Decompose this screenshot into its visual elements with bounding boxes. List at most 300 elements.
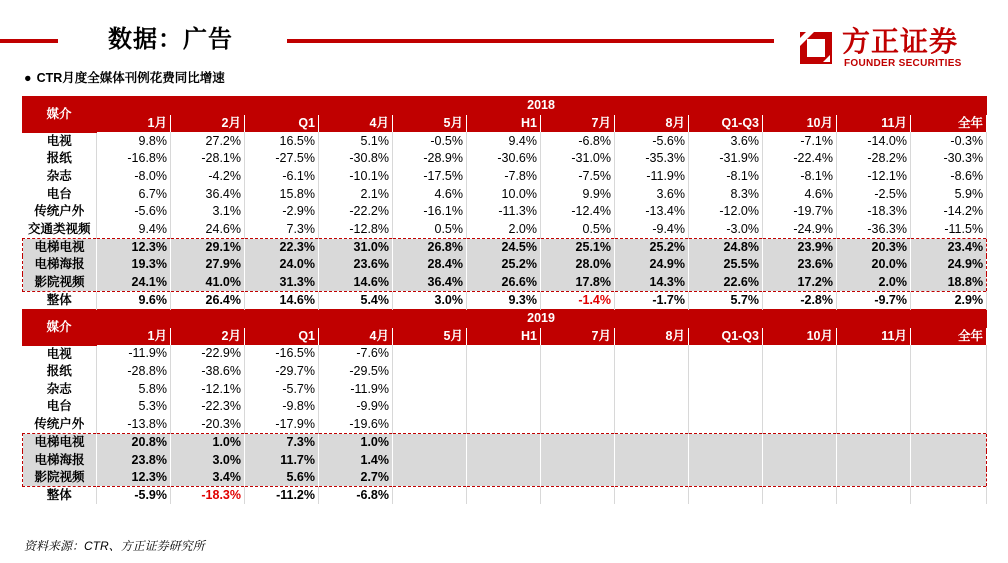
source-note: 资料来源：CTR、方正证券研究所 xyxy=(24,539,205,553)
value-cell: 26.6% xyxy=(467,274,541,292)
value-cell: -11.9% xyxy=(615,168,689,186)
value-cell: 22.6% xyxy=(689,274,763,292)
value-cell xyxy=(615,363,689,381)
value-cell xyxy=(467,398,541,416)
value-cell xyxy=(615,345,689,363)
value-cell: -17.5% xyxy=(393,168,467,186)
value-cell xyxy=(393,398,467,416)
media-name: 整体 xyxy=(23,487,97,505)
value-cell xyxy=(689,345,763,363)
table-row xyxy=(23,168,987,186)
value-cell: -6.1% xyxy=(245,168,319,186)
value-cell: -16.5% xyxy=(245,345,319,363)
value-cell: 16.5% xyxy=(245,132,319,150)
value-cell xyxy=(541,451,615,469)
value-cell: -17.9% xyxy=(245,416,319,434)
value-cell xyxy=(763,363,837,381)
value-cell: -12.8% xyxy=(319,221,393,239)
value-cell: 3.1% xyxy=(171,203,245,221)
value-cell: -7.8% xyxy=(467,168,541,186)
media-column-header: 媒介 xyxy=(23,97,97,133)
period-header-row xyxy=(23,327,987,345)
value-cell xyxy=(837,363,911,381)
period-header: Q1 xyxy=(245,327,319,345)
value-cell: -7.5% xyxy=(541,168,615,186)
value-cell: -22.9% xyxy=(171,345,245,363)
value-cell xyxy=(689,416,763,434)
value-cell: -2.8% xyxy=(763,291,837,309)
value-cell: -19.6% xyxy=(319,416,393,434)
period-header: Q1-Q3 xyxy=(689,115,763,133)
period-header: 4月 xyxy=(319,327,393,345)
value-cell: 24.9% xyxy=(911,256,987,274)
founder-logo-icon xyxy=(796,28,836,68)
value-cell: 3.6% xyxy=(689,132,763,150)
period-header: 11月 xyxy=(837,327,911,345)
period-header: 1月 xyxy=(97,115,171,133)
value-cell: 27.2% xyxy=(171,132,245,150)
table-row xyxy=(23,150,987,168)
value-cell xyxy=(837,434,911,452)
logo-name-en: FOUNDER SECURITIES xyxy=(844,58,962,69)
value-cell xyxy=(911,363,987,381)
value-cell: 5.7% xyxy=(689,291,763,309)
value-cell: -20.3% xyxy=(171,416,245,434)
value-cell: -8.6% xyxy=(911,168,987,186)
value-cell xyxy=(763,345,837,363)
value-cell: 9.9% xyxy=(541,185,615,203)
value-cell: -1.7% xyxy=(615,291,689,309)
value-cell: 12.3% xyxy=(97,238,171,256)
value-cell: -12.1% xyxy=(171,380,245,398)
value-cell: 24.1% xyxy=(97,274,171,292)
table-row xyxy=(23,132,987,150)
value-cell xyxy=(615,434,689,452)
value-cell: 31.0% xyxy=(319,238,393,256)
value-cell: 19.3% xyxy=(97,256,171,274)
table-row xyxy=(23,451,987,469)
year-header-row xyxy=(23,97,987,115)
value-cell: 36.4% xyxy=(171,185,245,203)
media-name: 传统户外 xyxy=(23,203,97,221)
value-cell xyxy=(689,434,763,452)
value-cell: 2.7% xyxy=(319,469,393,487)
value-cell: -6.8% xyxy=(319,487,393,505)
value-cell: 14.6% xyxy=(319,274,393,292)
value-cell xyxy=(911,416,987,434)
value-cell: 5.6% xyxy=(245,469,319,487)
value-cell: -5.7% xyxy=(245,380,319,398)
value-cell: 9.8% xyxy=(97,132,171,150)
value-cell xyxy=(763,416,837,434)
value-cell: 24.9% xyxy=(615,256,689,274)
value-cell: -9.9% xyxy=(319,398,393,416)
value-cell xyxy=(615,398,689,416)
media-name: 传统户外 xyxy=(23,416,97,434)
value-cell xyxy=(393,363,467,381)
value-cell: -19.7% xyxy=(763,203,837,221)
media-name: 电视 xyxy=(23,345,97,363)
media-name: 整体 xyxy=(23,291,97,309)
period-header: 7月 xyxy=(541,327,615,345)
value-cell xyxy=(615,416,689,434)
value-cell: -3.0% xyxy=(689,221,763,239)
table-row xyxy=(23,221,987,239)
period-header: 8月 xyxy=(615,115,689,133)
value-cell xyxy=(763,487,837,505)
period-header: H1 xyxy=(467,327,541,345)
value-cell: -1.4% xyxy=(541,291,615,309)
value-cell: 25.2% xyxy=(467,256,541,274)
value-cell: 27.9% xyxy=(171,256,245,274)
value-cell: 41.0% xyxy=(171,274,245,292)
value-cell: 7.3% xyxy=(245,434,319,452)
value-cell: -22.4% xyxy=(763,150,837,168)
value-cell xyxy=(837,469,911,487)
value-cell xyxy=(689,469,763,487)
value-cell xyxy=(763,451,837,469)
ctr-growth-table xyxy=(22,96,987,504)
period-header: 8月 xyxy=(615,327,689,345)
value-cell xyxy=(467,487,541,505)
value-cell: -16.8% xyxy=(97,150,171,168)
media-name: 杂志 xyxy=(23,380,97,398)
value-cell: -16.1% xyxy=(393,203,467,221)
value-cell: 5.1% xyxy=(319,132,393,150)
value-cell: 1.0% xyxy=(171,434,245,452)
value-cell: -13.8% xyxy=(97,416,171,434)
value-cell xyxy=(911,434,987,452)
year-label: 2018 xyxy=(97,97,987,115)
value-cell xyxy=(911,469,987,487)
value-cell xyxy=(615,380,689,398)
value-cell: -12.4% xyxy=(541,203,615,221)
value-cell xyxy=(837,380,911,398)
table-row xyxy=(23,380,987,398)
media-name: 报纸 xyxy=(23,363,97,381)
logo-name-cn: 方正证券 xyxy=(842,26,959,57)
value-cell: -31.0% xyxy=(541,150,615,168)
value-cell: -18.3% xyxy=(837,203,911,221)
value-cell: -24.9% xyxy=(763,221,837,239)
value-cell: 4.6% xyxy=(763,185,837,203)
value-cell xyxy=(763,469,837,487)
value-cell: 28.4% xyxy=(393,256,467,274)
table-row xyxy=(23,185,987,203)
value-cell xyxy=(393,380,467,398)
value-cell: 23.9% xyxy=(763,238,837,256)
media-name: 电视 xyxy=(23,132,97,150)
year-label: 2019 xyxy=(97,309,987,327)
table-row xyxy=(23,256,987,274)
period-header: 11月 xyxy=(837,115,911,133)
value-cell: 29.1% xyxy=(171,238,245,256)
value-cell: 18.8% xyxy=(911,274,987,292)
value-cell xyxy=(393,451,467,469)
value-cell: 23.6% xyxy=(763,256,837,274)
value-cell xyxy=(541,345,615,363)
media-name: 杂志 xyxy=(23,168,97,186)
value-cell xyxy=(393,345,467,363)
media-name: 交通类视频 xyxy=(23,221,97,239)
media-name: 电梯电视 xyxy=(23,434,97,452)
value-cell: 2.1% xyxy=(319,185,393,203)
value-cell: 2.0% xyxy=(467,221,541,239)
value-cell: 0.5% xyxy=(393,221,467,239)
value-cell: 17.8% xyxy=(541,274,615,292)
value-cell: 23.6% xyxy=(319,256,393,274)
value-cell: 28.0% xyxy=(541,256,615,274)
period-header: H1 xyxy=(467,115,541,133)
value-cell: -5.6% xyxy=(615,132,689,150)
value-cell: 9.6% xyxy=(97,291,171,309)
value-cell: 2.9% xyxy=(911,291,987,309)
media-name: 电梯海报 xyxy=(23,451,97,469)
value-cell: -28.2% xyxy=(837,150,911,168)
value-cell: 23.8% xyxy=(97,451,171,469)
value-cell: -28.8% xyxy=(97,363,171,381)
value-cell: 11.7% xyxy=(245,451,319,469)
table-row xyxy=(23,434,987,452)
period-header: 4月 xyxy=(319,115,393,133)
value-cell: -11.3% xyxy=(467,203,541,221)
table-row xyxy=(23,238,987,256)
value-cell xyxy=(615,469,689,487)
page-title: 数据：广告 xyxy=(108,26,233,53)
period-header: 2月 xyxy=(171,115,245,133)
value-cell: -9.4% xyxy=(615,221,689,239)
value-cell xyxy=(689,451,763,469)
media-name: 电台 xyxy=(23,398,97,416)
value-cell xyxy=(837,451,911,469)
value-cell xyxy=(911,487,987,505)
value-cell xyxy=(467,345,541,363)
value-cell xyxy=(467,434,541,452)
total-row xyxy=(23,487,987,505)
value-cell: -9.7% xyxy=(837,291,911,309)
value-cell xyxy=(911,380,987,398)
value-cell: 15.8% xyxy=(245,185,319,203)
value-cell: 6.7% xyxy=(97,185,171,203)
value-cell: 2.0% xyxy=(837,274,911,292)
value-cell xyxy=(467,469,541,487)
value-cell: -8.1% xyxy=(689,168,763,186)
value-cell: -7.6% xyxy=(319,345,393,363)
value-cell: 7.3% xyxy=(245,221,319,239)
value-cell xyxy=(689,363,763,381)
period-header: 10月 xyxy=(763,115,837,133)
value-cell xyxy=(393,434,467,452)
value-cell xyxy=(393,416,467,434)
value-cell: 4.6% xyxy=(393,185,467,203)
value-cell xyxy=(467,416,541,434)
value-cell xyxy=(911,398,987,416)
period-header: 全年 xyxy=(911,115,987,133)
media-name: 影院视频 xyxy=(23,469,97,487)
value-cell: 3.0% xyxy=(171,451,245,469)
value-cell xyxy=(541,416,615,434)
value-cell: 26.8% xyxy=(393,238,467,256)
period-header: 5月 xyxy=(393,327,467,345)
table-row xyxy=(23,274,987,292)
table-caption-text: CTR月度全媒体刊例花费同比增速 xyxy=(36,71,225,85)
value-cell: 24.5% xyxy=(467,238,541,256)
value-cell xyxy=(763,398,837,416)
value-cell xyxy=(467,380,541,398)
value-cell: -11.2% xyxy=(245,487,319,505)
value-cell xyxy=(615,487,689,505)
value-cell: 17.2% xyxy=(763,274,837,292)
value-cell xyxy=(467,363,541,381)
value-cell xyxy=(541,363,615,381)
table-row xyxy=(23,469,987,487)
value-cell: -8.0% xyxy=(97,168,171,186)
table-row xyxy=(23,363,987,381)
value-cell xyxy=(911,345,987,363)
value-cell: 5.3% xyxy=(97,398,171,416)
value-cell: -28.1% xyxy=(171,150,245,168)
value-cell xyxy=(541,380,615,398)
media-name: 影院视频 xyxy=(23,274,97,292)
value-cell: -14.0% xyxy=(837,132,911,150)
value-cell: -11.9% xyxy=(97,345,171,363)
value-cell: -31.9% xyxy=(689,150,763,168)
value-cell: 9.4% xyxy=(97,221,171,239)
media-name: 电梯海报 xyxy=(23,256,97,274)
media-column-header: 媒介 xyxy=(23,309,97,345)
value-cell: 20.8% xyxy=(97,434,171,452)
value-cell: -30.6% xyxy=(467,150,541,168)
value-cell: -22.3% xyxy=(171,398,245,416)
value-cell: -12.1% xyxy=(837,168,911,186)
value-cell: -5.9% xyxy=(97,487,171,505)
value-cell xyxy=(837,487,911,505)
value-cell xyxy=(911,451,987,469)
value-cell: 1.4% xyxy=(319,451,393,469)
value-cell: -0.5% xyxy=(393,132,467,150)
period-header: Q1 xyxy=(245,115,319,133)
value-cell: -36.3% xyxy=(837,221,911,239)
value-cell xyxy=(837,416,911,434)
period-header: 1月 xyxy=(97,327,171,345)
value-cell: 25.2% xyxy=(615,238,689,256)
value-cell: -14.2% xyxy=(911,203,987,221)
value-cell: 36.4% xyxy=(393,274,467,292)
total-row xyxy=(23,291,987,309)
value-cell: 3.6% xyxy=(615,185,689,203)
value-cell: 14.3% xyxy=(615,274,689,292)
value-cell: -29.5% xyxy=(319,363,393,381)
value-cell: 5.4% xyxy=(319,291,393,309)
value-cell: -30.3% xyxy=(911,150,987,168)
table-row xyxy=(23,416,987,434)
value-cell xyxy=(615,451,689,469)
value-cell xyxy=(541,434,615,452)
value-cell: 5.9% xyxy=(911,185,987,203)
company-logo xyxy=(796,28,968,70)
value-cell: 9.4% xyxy=(467,132,541,150)
value-cell xyxy=(763,434,837,452)
value-cell xyxy=(837,398,911,416)
value-cell xyxy=(541,469,615,487)
media-name: 电梯电视 xyxy=(23,238,97,256)
value-cell: 5.8% xyxy=(97,380,171,398)
table-row xyxy=(23,345,987,363)
value-cell: -18.3% xyxy=(171,487,245,505)
value-cell: -4.2% xyxy=(171,168,245,186)
value-cell: 3.4% xyxy=(171,469,245,487)
value-cell: 31.3% xyxy=(245,274,319,292)
table-caption xyxy=(24,68,225,88)
value-cell xyxy=(763,380,837,398)
value-cell: -22.2% xyxy=(319,203,393,221)
value-cell: -2.9% xyxy=(245,203,319,221)
value-cell xyxy=(689,380,763,398)
value-cell xyxy=(467,451,541,469)
period-header: 7月 xyxy=(541,115,615,133)
value-cell: 20.3% xyxy=(837,238,911,256)
value-cell: 12.3% xyxy=(97,469,171,487)
value-cell: 14.6% xyxy=(245,291,319,309)
period-header: 5月 xyxy=(393,115,467,133)
table-row xyxy=(23,203,987,221)
value-cell: 26.4% xyxy=(171,291,245,309)
value-cell: -28.9% xyxy=(393,150,467,168)
value-cell: -6.8% xyxy=(541,132,615,150)
value-cell: -11.9% xyxy=(319,380,393,398)
media-name: 电台 xyxy=(23,185,97,203)
value-cell: -8.1% xyxy=(763,168,837,186)
value-cell xyxy=(689,487,763,505)
value-cell: -13.4% xyxy=(615,203,689,221)
value-cell: 9.3% xyxy=(467,291,541,309)
value-cell xyxy=(541,487,615,505)
period-header: 2月 xyxy=(171,327,245,345)
value-cell: -27.5% xyxy=(245,150,319,168)
value-cell: 22.3% xyxy=(245,238,319,256)
value-cell: -30.8% xyxy=(319,150,393,168)
value-cell: 25.1% xyxy=(541,238,615,256)
value-cell: -7.1% xyxy=(763,132,837,150)
period-header: 全年 xyxy=(911,327,987,345)
value-cell: 10.0% xyxy=(467,185,541,203)
value-cell: 0.5% xyxy=(541,221,615,239)
value-cell: 24.0% xyxy=(245,256,319,274)
table-row xyxy=(23,398,987,416)
value-cell: -35.3% xyxy=(615,150,689,168)
value-cell xyxy=(541,398,615,416)
value-cell: 8.3% xyxy=(689,185,763,203)
value-cell xyxy=(837,345,911,363)
header-accent-line-left xyxy=(0,39,58,43)
value-cell: 20.0% xyxy=(837,256,911,274)
period-header: 10月 xyxy=(763,327,837,345)
value-cell: -38.6% xyxy=(171,363,245,381)
value-cell: -9.8% xyxy=(245,398,319,416)
bullet-icon: ● xyxy=(24,71,32,85)
value-cell: 1.0% xyxy=(319,434,393,452)
value-cell: 24.8% xyxy=(689,238,763,256)
value-cell xyxy=(393,487,467,505)
value-cell: -5.6% xyxy=(97,203,171,221)
value-cell: 25.5% xyxy=(689,256,763,274)
value-cell: -2.5% xyxy=(837,185,911,203)
value-cell xyxy=(689,398,763,416)
value-cell: -0.3% xyxy=(911,132,987,150)
header-accent-line-right xyxy=(287,39,774,43)
media-name: 报纸 xyxy=(23,150,97,168)
year-header-row xyxy=(23,309,987,327)
